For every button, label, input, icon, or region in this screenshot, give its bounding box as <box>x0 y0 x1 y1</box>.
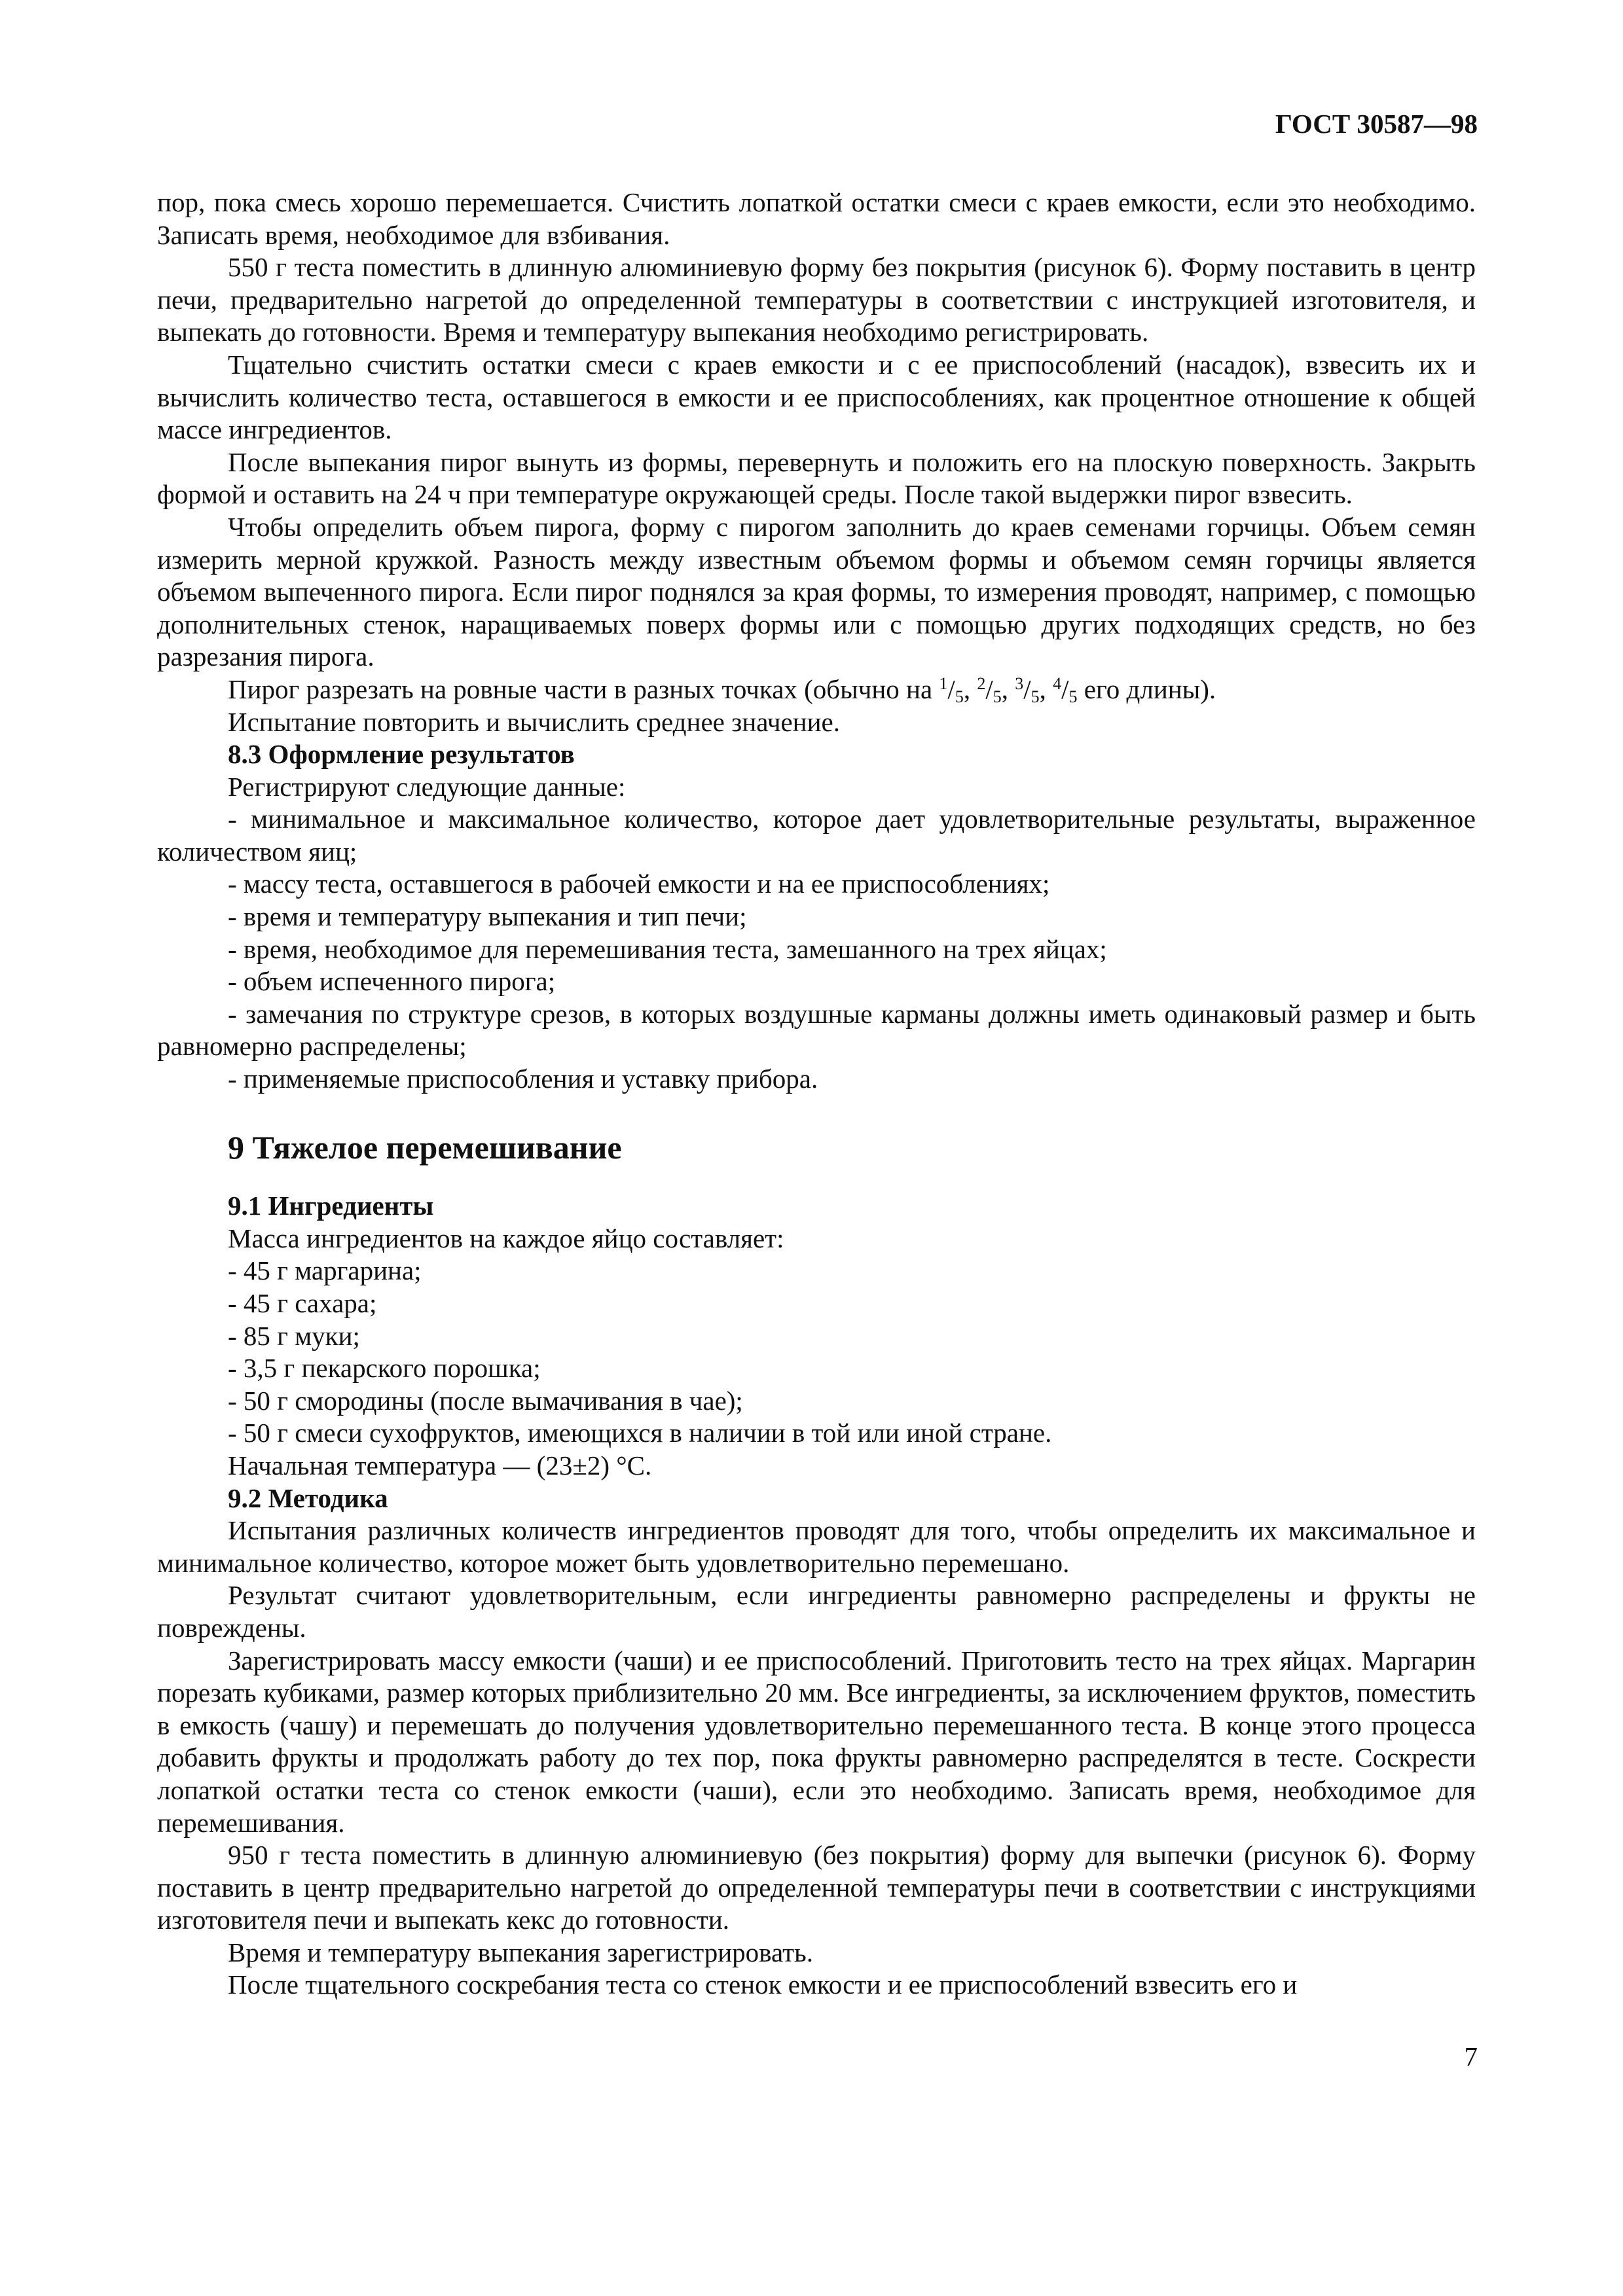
results-item: - массу теста, оставшегося в рабочей емкости и на ее приспособлениях; <box>228 869 1050 899</box>
paragraph-volume: Чтобы определить объем пирога, форму с пирогом заполнить до краев семенами горчицы. Объем семян измерить мерной кружкой. Разность между известным объемом формы и объемом семян горчицы является объемом выпеченного пирога. Если пирог поднялся за края формы, то измерения проводят, например, с помощью дополнительных стенок, наращиваемых поверх формы или с помощью других подходящих средств, но без разрезания пирога. <box>157 511 1476 672</box>
fraction-separator: , <box>1039 673 1046 704</box>
page-number: 7 <box>1464 2041 1478 2072</box>
method-paragraph: 950 г теста поместить в длинную алюминиевую (без покрытия) форму для выпечки (рисунок 6). Форму поставить в центр предварительно нагретой до определенной температуры печи в соответствии с инструкциями изготовителя печи и выпекать кекс до готовности. <box>157 1840 1476 1935</box>
results-item: - объем испеченного пирога; <box>228 966 556 997</box>
results-item: - минимальное и максимальное количество, которое дает удовлетворительные результаты, выраженное количеством яиц; <box>157 804 1476 867</box>
fraction-1-num: 1 <box>939 673 948 693</box>
results-item: - применяемые приспособления и уставку прибора. <box>228 1064 818 1094</box>
fraction-4-den: 5 <box>1068 687 1078 706</box>
method-paragraph: Испытания различных количеств ингредиентов проводят для того, чтобы определить их максимальное и минимальное количество, которое может быть удовлетворительно перемешано. <box>157 1515 1476 1578</box>
fraction-3-den: 5 <box>1030 687 1040 706</box>
fraction-separator: , <box>1001 673 1008 704</box>
subsection-title-8-3: 8.3 Оформление результатов <box>228 739 575 770</box>
results-item: - время, необходимое для перемешивания теста, замешанного на трех яйцах; <box>228 933 1107 964</box>
results-item: - время и температуру выпекания и тип печи; <box>228 901 747 932</box>
ingredient-item: - 45 г маргарина; <box>228 1255 422 1286</box>
fraction-1-den: 5 <box>955 687 964 706</box>
subsection-title-9-2: 9.2 Методика <box>228 1482 388 1513</box>
paragraph-continuation: пор, пока смесь хорошо перемешается. Счистить лопаткой остатки смеси с краев емкости, если это необходимо. Записать время, необходимое для взбивания. <box>157 187 1476 250</box>
subsection-title-9-1: 9.1 Ингредиенты <box>228 1191 434 1221</box>
document-body <box>157 187 1476 2001</box>
paragraph-after-baking: После выпекания пирог вынуть из формы, перевернуть и положить его на плоскую поверхность. Закрыть формой и оставить на 24 ч при температуре окружающей среды. После такой выдержки пирог взвесить. <box>157 446 1476 510</box>
ingredient-item: - 50 г смородины (после вымачивания в чае); <box>228 1385 743 1416</box>
results-intro: Регистрируют следующие данные: <box>228 771 626 802</box>
fraction-separator: , <box>963 673 971 704</box>
ingredient-item: - 3,5 г пекарского порошка; <box>228 1353 541 1384</box>
fraction-2-den: 5 <box>993 687 1002 706</box>
method-paragraph: Зарегистрировать массу емкости (чаши) и ее приспособлений. Приготовить тесто на трех яйцах. Маргарин порезать кубиками, размер которых приблизительно 20 мм. Все ингредиенты, за исключением фруктов, поместить в емкость (чашу) и перемешать до получения удовлетворительно перемешанного теста. В конце этого процесса добавить фрукты и продолжать работу до тех пор, пока фрукты равномерно распределятся в тесте. Соскрести лопаткой остатки теста со стенок емкости (чаши), если это необходимо. Записать время, необходимое для перемешивания. <box>157 1645 1476 1838</box>
section-title-9: 9 Тяжелое перемешивание <box>228 1128 622 1166</box>
paragraph-cutting: Пирог разрезать на ровные части в разных точках (обычно на $^1/_5$, $^2/_5$, $^3/_5$, $^4/_5$ его длины). <box>228 673 1216 706</box>
results-item: - замечания по структуре срезов, в которых воздушные карманы должны иметь одинаковый размер и быть равномерно распределены; <box>157 998 1476 1062</box>
method-paragraph: Время и температуру выпекания зарегистрировать. <box>228 1937 813 1967</box>
fraction-2-num: 2 <box>977 673 986 693</box>
ingredient-item: - 50 г смеси сухофруктов, имеющихся в наличии в той или иной стране. <box>228 1418 1052 1448</box>
initial-temperature: Начальная температура — (23±2) °С. <box>228 1450 652 1480</box>
fraction-4-num: 4 <box>1053 673 1062 693</box>
method-paragraph: После тщательного соскребания теста со стенок емкости и ее приспособлений взвесить его и <box>228 1969 1298 2000</box>
paragraph-baking: 550 г теста поместить в длинную алюминиевую форму без покрытия (рисунок 6). Форму поставить в центр печи, предварительно нагретой до определенной температуры в соответствии с инструкцией изготовителя, и выпекать до готовности. Время и температуру выпекания необходимо регистрировать. <box>157 252 1476 348</box>
standard-header: ГОСТ 30587—98 <box>1275 109 1478 139</box>
fraction-3-num: 3 <box>1015 673 1024 693</box>
ingredients-intro: Масса ингредиентов на каждое яйцо составляет: <box>228 1223 784 1253</box>
cutting-tail: его длины). <box>1084 673 1216 704</box>
paragraph-residue: Тщательно счистить остатки смеси с краев емкости и с ее приспособлений (насадок), взвесить их и вычислить количество теста, оставшегося в емкости и ее приспособлениях, как процентное отношение к общей массе ингредиентов. <box>157 349 1476 445</box>
ingredient-item: - 85 г муки; <box>228 1320 360 1351</box>
paragraph-repeat: Испытание повторить и вычислить среднее значение. <box>228 706 840 737</box>
ingredient-item: - 45 г сахара; <box>228 1288 377 1318</box>
cutting-lead: Пирог разрезать на ровные части в разных точках (обычно на <box>228 673 933 704</box>
method-paragraph: Результат считают удовлетворительным, если ингредиенты равномерно распределены и фрукты не повреждены. <box>157 1580 1476 1643</box>
